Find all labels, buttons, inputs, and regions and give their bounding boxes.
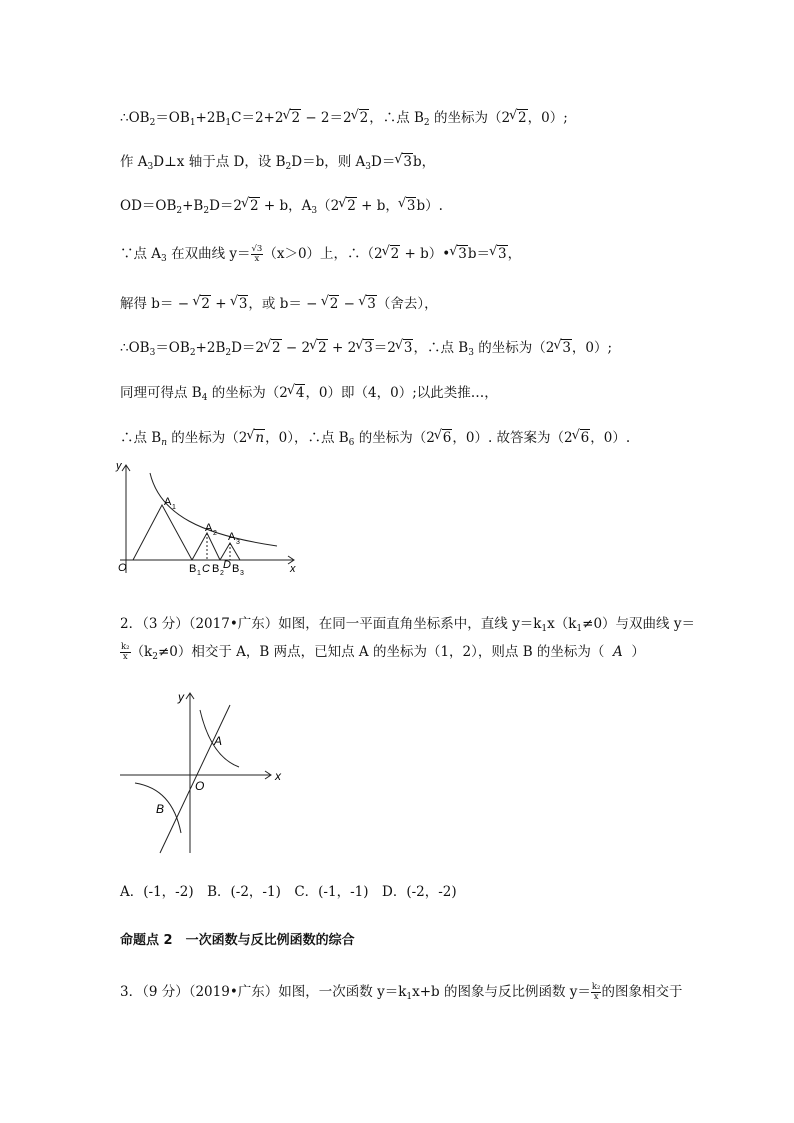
svg-text:y: y — [178, 690, 184, 704]
solution-line-1: $\therefore OB_2=OB_1+2B_1C=2+2√$ 2 − 2＝2√ 2，∴点 $B_2$ 的坐标为（2√ 2，0）; — [120, 106, 568, 126]
svg-text:A: A — [228, 531, 236, 543]
svg-text:x: x — [290, 563, 296, 575]
svg-text:2: 2 — [220, 570, 224, 577]
triangle-2 — [192, 533, 220, 560]
svg-text:B: B — [212, 563, 220, 575]
svg-text:O: O — [118, 562, 127, 574]
svg-text:C: C — [202, 563, 210, 575]
fraction-k2-over-x-q3: $\frac{\text{k₂}}{x}$ — [591, 982, 601, 1002]
solution-line-2: 作 $A_3D\perp x$ 轴于点 D，设 $B_2D=b$，则 $A_3D=√$ 3b， — [120, 150, 435, 170]
question-2-options: A．(-1，-2) B．(-2，-1) C．(-1，-1) D．(-2，-2) — [120, 884, 457, 900]
solution-line-6: $\therefore OB_3=OB_2+2B_2D=2√$ 2 − 2√ 2 + 2√ 3＝2√ 3，∴点 $B_3$ 的坐标为（2√ 3，0）; — [120, 336, 612, 356]
question-2-line-1: 2．（3 分）（2017•广东）如图，在同一平面直角坐标系中，直线 $y=k_1x(k_1\ne 0)$与双曲线 y＝ — [120, 616, 695, 634]
svg-text:A: A — [205, 522, 213, 534]
section-heading: 命题点 2 一次函数与反比例函数的综合 — [120, 933, 355, 948]
solution-line-5: 解得 b＝ − √ 2 + √ 3，或 b＝ − √ 2 − √ 3（舍去）， — [120, 292, 438, 312]
svg-text:2: 2 — [213, 530, 217, 537]
svg-text:1: 1 — [197, 570, 201, 577]
svg-text:B: B — [232, 563, 240, 575]
triangle-1 — [133, 505, 192, 560]
svg-text:3: 3 — [236, 539, 240, 546]
svg-text:B: B — [189, 563, 197, 575]
solution-line-4: ∵点 $A_3$ 在双曲线 y＝ $\frac{√3}{x}$ （x＞0）上，∴（2√ 2 + b）•√ 3b＝√ 3， — [120, 242, 521, 264]
svg-text:y: y — [116, 460, 122, 472]
svg-text:1: 1 — [172, 504, 176, 511]
line-hyperbola-figure — [115, 685, 290, 860]
svg-text:B: B — [156, 802, 165, 816]
svg-text:x: x — [275, 769, 281, 783]
question-3-line-1: 3．（9 分）（2019•广东）如图，一次函数 $y=k_1x+b$ 的图象与反比例函数 y＝ $\frac{\text{k₂}}{x}$ 的图象相交于 — [120, 982, 683, 1002]
answer-choice: A — [613, 644, 623, 660]
fraction-sqrt3-over-x: $\frac{√3}{x}$ — [251, 244, 263, 264]
svg-text:A: A — [164, 496, 172, 508]
fraction-k2-over-x: $\frac{\text{k₂}}{x}$ — [121, 642, 130, 662]
svg-text:A: A — [214, 734, 223, 748]
hyperbola-triangles-figure — [112, 455, 312, 580]
solution-line-3: $OD=OB_2+B_2D=2√$ 2 + b，$A_3(2√$ 2 + b，√ 3b）. — [120, 194, 443, 214]
svg-text:3: 3 — [240, 570, 244, 577]
solution-line-7: 同理可得点 $B_4$ 的坐标为（2√ 4，0）即（4，0）;以此类推…， — [120, 381, 498, 401]
question-2-line-2: $\frac{\text{k₂}}{x}$ $(k_2\ne 0)$相交于 A，B 两点，已知点 A 的坐标为（1，2），则点 B 的坐标为（ A ） — [121, 642, 645, 662]
solution-line-8: ∴点 $B_n$ 的坐标为（2√ n，0），∴点 $B_6$ 的坐标为（2√ 6，0）. 故答案为（2√ 6，0）. — [120, 426, 630, 446]
svg-text:D: D — [223, 559, 231, 571]
svg-text:O: O — [195, 779, 205, 793]
